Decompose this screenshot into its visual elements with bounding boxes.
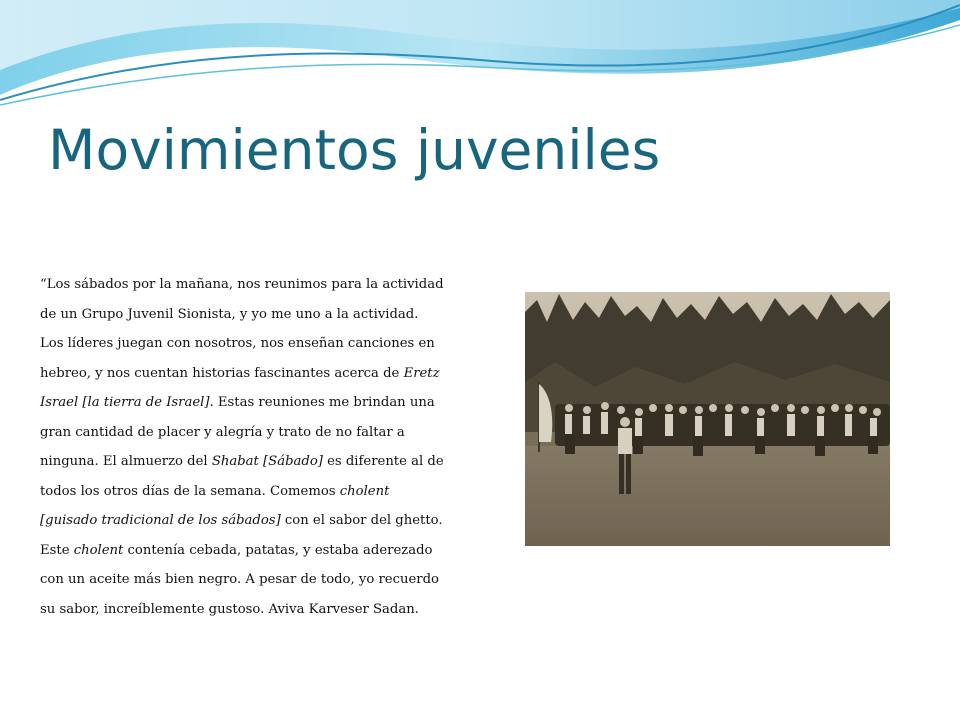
quote-run: . Estas reuniones me brindan una	[209, 395, 435, 410]
quote-run: es diferente al de	[322, 454, 444, 469]
quote-line	[40, 595, 470, 625]
quote-run: contenía cebada, patatas, y estaba aderezado	[123, 542, 433, 558]
quote-line	[40, 447, 470, 477]
quote-italic-run: [guisado tradicional de los sábados]	[40, 513, 281, 528]
quote-line	[40, 300, 470, 330]
quote-line	[40, 329, 470, 359]
quote-line	[40, 418, 470, 448]
quote-line	[40, 477, 470, 507]
quote-line	[40, 565, 470, 595]
quote-run: Este	[40, 542, 74, 558]
quote-italic-run: Shabat [Sábado]	[211, 454, 323, 469]
quote-italic-run: cholent	[339, 483, 390, 499]
quote-italic-run: cholent	[73, 542, 124, 558]
quote-line	[40, 270, 470, 300]
quote-run: de un Grupo Juvenil Sionista, y yo me uno a la actividad.	[40, 306, 419, 322]
quote-italic-run: Eretz	[403, 365, 440, 381]
quote-run: con el sabor del ghetto.	[280, 513, 443, 528]
slide-title: Movimientos juveniles	[48, 118, 661, 182]
quote-text	[40, 270, 470, 624]
quote-line	[40, 359, 470, 389]
quote-italic-run: Israel [la tierra de Israel]	[40, 395, 210, 410]
quote-line	[40, 388, 470, 418]
quote-run: todos los otros días de la semana. Comemos	[40, 483, 340, 499]
quote-run: gran cantidad de placer y alegría y trato de no faltar a	[40, 424, 405, 440]
quote-run: ninguna. El almuerzo del	[40, 454, 212, 469]
quote-run: con un aceite más bien negro. A pesar de todo, yo recuerdo	[40, 572, 439, 587]
quote-run: su sabor, increíblemente gustoso. Aviva Karveser Sadan.	[40, 601, 419, 617]
quote-line	[40, 536, 470, 566]
quote-line	[40, 506, 470, 536]
photo-youth-group	[525, 292, 890, 546]
quote-run: “Los sábados por la mañana, nos reunimos para la actividad	[40, 277, 444, 292]
header-wave-decoration	[0, 0, 960, 110]
quote-run: hebreo, y nos cuentan historias fascinantes acerca de	[40, 365, 404, 381]
quote-run: Los líderes juegan con nosotros, nos enseñan canciones en	[40, 336, 435, 351]
